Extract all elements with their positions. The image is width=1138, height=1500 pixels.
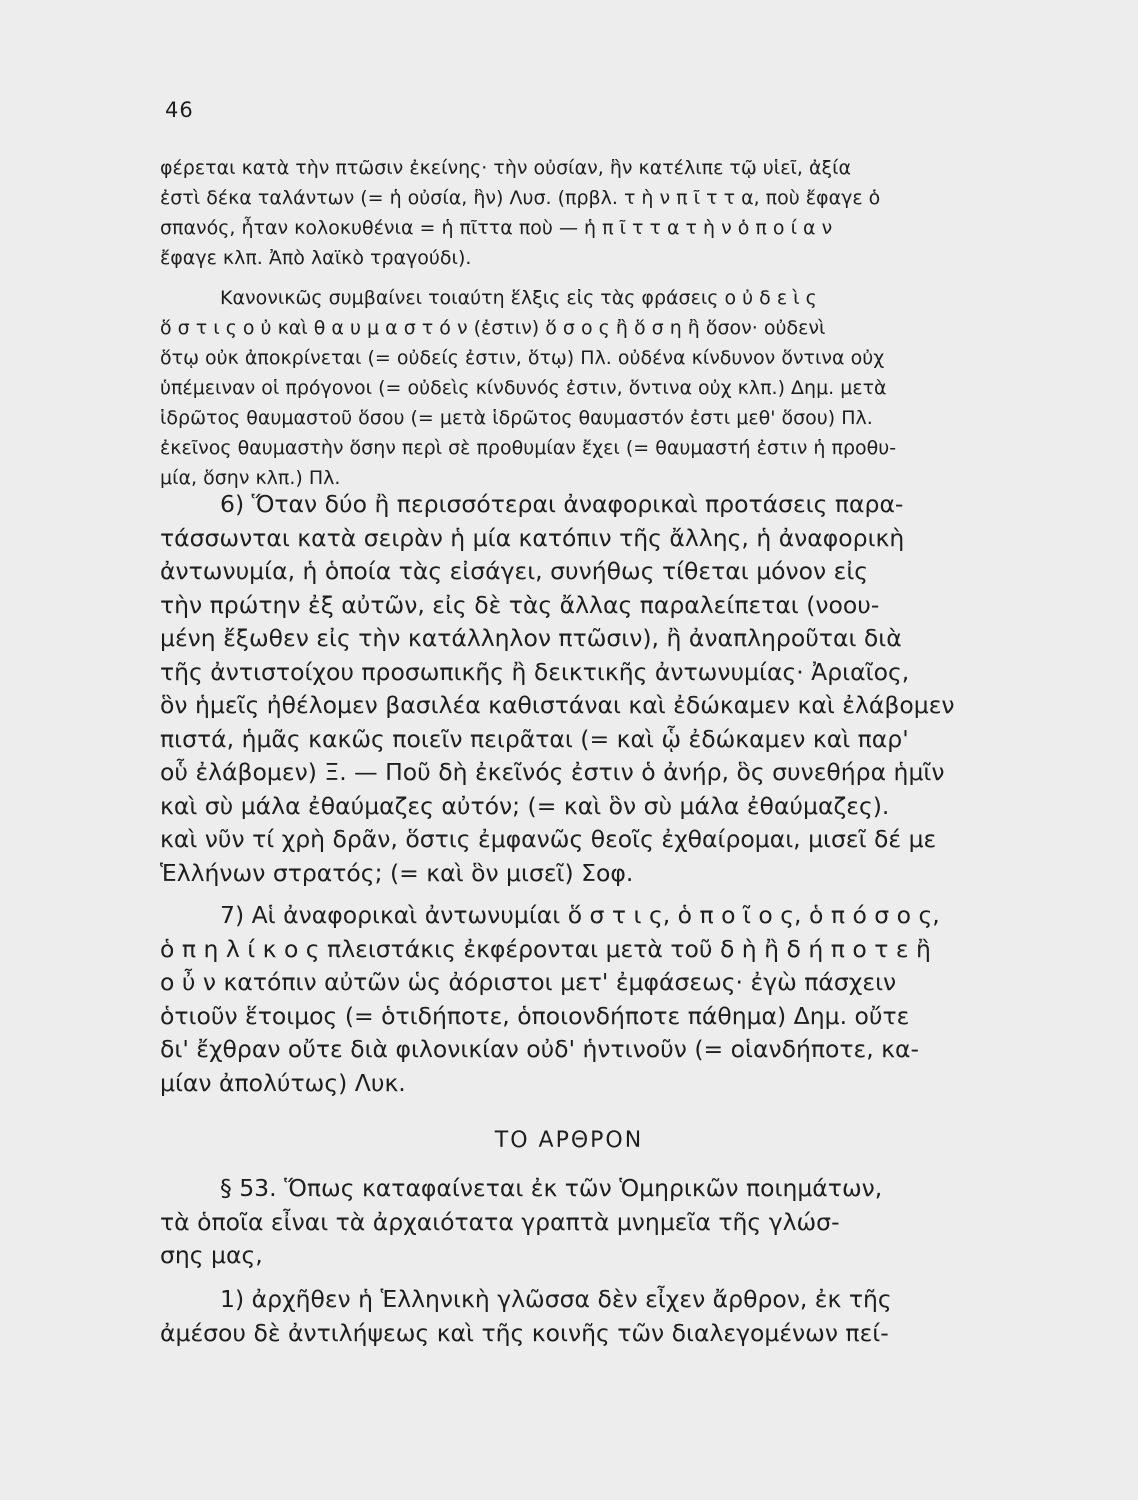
text-line: τῆς ἀντιστοίχου προσωπικῆς ἢ δεικτικῆς ἀντωνυμίας· Ἀριαῖος, — [160, 657, 910, 686]
text-line: πιστά, ἡμᾶς κακῶς ποιεῖν πειρᾶται (= καὶ ᾧ ἐδώκαμεν καὶ παρ' — [160, 724, 909, 753]
section-heading: ΤΟ ΑΡΘΡΟΝ — [494, 1128, 644, 1153]
text-line: 7) Αἱ ἀναφορικαὶ ἀντωνυμίαι ὅ σ τ ι ς, ὁ π ο ῖ ο ς, ὁ π ό σ ο ς, — [220, 901, 940, 929]
text-line: καὶ νῦν τί χρὴ δρᾶν, ὅστις ἐμφανῶς θεοῖς ἐχθαίρομαι, μισεῖ δέ με — [160, 825, 937, 853]
text-line: ἀμέσου δὲ ἀντιλήψεως καὶ τῆς κοινῆς τῶν διαλεγομένων πεί- — [160, 1318, 889, 1347]
text-line: Ἑλλήνων στρατός; (= καὶ ὃν μισεῖ) Σοφ. — [160, 858, 634, 887]
paragraph-5 — [160, 1172, 1075, 1273]
text-line: ἐκεῖνος θαυμαστὴν ὅσην περὶ σὲ προθυμίαν ἔχει (= θαυμαστή ἐστιν ἡ προθυ- — [160, 437, 897, 459]
text-line: τὴν πρώτην ἐξ αὐτῶν, εἰς δὲ τὰς ἄλλας παραλείπεται (νοου- — [160, 590, 880, 619]
text-line: ἀντωνυμία, ἡ ὁποία τὰς εἰσάγει, συνήθως τίθεται μόνον εἰς — [160, 557, 869, 585]
text-line: σπανός, ἦταν κολοκυθένια = ἡ πῖττα ποὺ — ἡ π ῖ τ τ α τ ὴ ν ὁ π ο ί α ν — [160, 217, 833, 239]
paragraph-4 — [160, 899, 1075, 1100]
text-line: μία, ὅσην κλπ.) Πλ. — [160, 467, 341, 489]
text-line: τάσσωνται κατὰ σειρὰν ἡ μία κατόπιν τῆς ἄλλης, ἡ ἀναφορικὴ — [160, 523, 905, 552]
text-line: 1) ἀρχῆθεν ἡ Ἑλληνικὴ γλῶσσα δὲν εἶχεν ἄρθρον, ἐκ τῆς — [220, 1285, 892, 1313]
text-line: δι' ἔχθραν οὔτε διὰ φιλονικίαν οὐδ' ἡντινοῦν (= οἱανδήποτε, κα- — [160, 1035, 919, 1063]
paragraph-1 — [160, 153, 1075, 273]
paragraph-2 — [160, 283, 1075, 493]
text-line: ὅτῳ οὐκ ἀποκρίνεται (= οὐδείς ἐστιν, ὅτῳ) Πλ. οὐδένα κίνδυνον ὅντινα οὐχ — [160, 347, 885, 369]
text-line: Κανονικῶς συμβαίνει τοιαύτη ἕλξις εἰς τὰς φράσεις ο ὐ δ ε ὶ ς — [220, 287, 817, 309]
text-line: ἐστὶ δέκα ταλάντων (= ἡ οὐσία, ἣν) Λυσ. (πρβλ. τ ὴ ν π ῖ τ τ α, ποὺ ἔφαγε ὁ — [160, 187, 881, 209]
text-line: οὗ ἐλάβομεν) Ξ. — Ποῦ δὴ ἐκεῖνός ἐστιν ὁ ἀνήρ, ὃς συνεθήρα ἡμῖν — [160, 758, 945, 786]
text-line: φέρεται κατὰ τὴν πτῶσιν ἐκείνης· τὴν οὐσίαν, ἣν κατέλιπε τῷ υἱεῖ, ἀξία — [160, 157, 852, 179]
text-line: ὁ π η λ ί κ ο ς πλειστάκις ἐκφέρονται μετὰ τοῦ δ ὴ ἢ δ ή π ο τ ε ἢ — [160, 934, 931, 963]
text-line: § 53. Ὅπως καταφαίνεται ἐκ τῶν Ὁμηρικῶν ποιημάτων, — [220, 1174, 883, 1202]
text-line: ἱδρῶτος θαυμαστοῦ ὅσου (= μετὰ ἱδρῶτος θαυμαστόν ἐστι μεθ' ὅσου) Πλ. — [160, 407, 873, 429]
text-line: καὶ σὺ μάλα ἐθαύμαζες αὐτόν; (= καὶ ὃν σὺ μάλα ἐθαύμαζες). — [160, 791, 890, 820]
text-line: ὑπέμειναν οἱ πρόγονοι (= οὐδεὶς κίνδυνός ἐστιν, ὅντινα οὐχ κλπ.) Δημ. μετὰ — [160, 377, 887, 399]
text-line: ὅ σ τ ι ς ο ὐ καὶ θ α υ μ α σ τ ό ν (ἐστιν) ὅ σ ο ς ἢ ὅ σ η ἢ ὅσον· οὐδενὶ — [160, 317, 826, 339]
text-line: ἔφαγε κλπ. Ἀπὸ λαϊκὸ τραγούδι). — [160, 247, 472, 269]
text-line: σης μας, — [160, 1241, 263, 1269]
text-line: ὁτιοῦν ἕτοιμος (= ὁτιδήποτε, ὁποιονδήποτε πάθημα) Δημ. οὔτε — [160, 1001, 910, 1030]
text-line: τὰ ὁποῖα εἶναι τὰ ἀρχαιότατα γραπτὰ μνημεῖα τῆς γλώσ- — [160, 1207, 840, 1236]
text-line: ὃν ἡμεῖς ἠθέλομεν βασιλέα καθιστάναι καὶ ἐδώκαμεν καὶ ἐλάβομεν — [160, 691, 955, 719]
paragraph-6 — [160, 1283, 1075, 1350]
text-line: μένη ἔξωθεν εἰς τὴν κατάλληλον πτῶσιν), ἢ ἀναπληροῦται διὰ — [160, 624, 902, 652]
text-line: ο ὖ ν κατόπιν αὐτῶν ὡς ἀόριστοι μετ' ἐμφάσεως· ἐγὼ πάσχειν — [160, 968, 897, 996]
text-line: 6) Ὅταν δύο ἢ περισσότεραι ἀναφορικαὶ προτάσεις παρα- — [220, 490, 904, 518]
paragraph-3 — [160, 488, 1075, 890]
page-number: 46 — [165, 98, 194, 122]
text-line: μίαν ἀπολύτως) Λυκ. — [160, 1068, 406, 1097]
